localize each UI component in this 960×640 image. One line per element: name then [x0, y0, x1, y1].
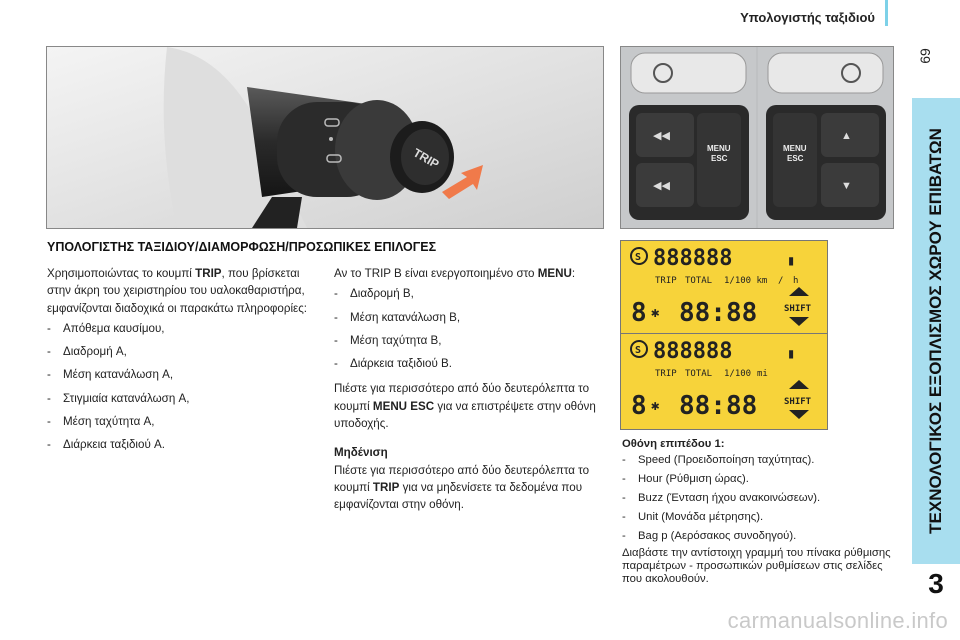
lcd-time: 88:88: [679, 391, 758, 421]
list-item: - Διάρκεια ταξιδιού B.: [334, 355, 606, 372]
chapter-title: ΤΕΧΝΟΛΟΓΙΚΟΣ ΕΞΟΠΛΙΣΜΟΣ ΧΩΡΟΥ ΕΠΙΒΑΤΩΝ: [926, 128, 945, 534]
list-item: - Buzz (Ένταση ήχου ανακοινώσεων).: [622, 490, 897, 506]
lcd-odometer-digits: 888888: [653, 246, 733, 271]
list-item: - Μέση κατανάλωση B,: [334, 309, 606, 326]
lcd-label: 1/100 km: [724, 276, 768, 286]
svg-text:▲: ▲: [841, 130, 852, 142]
wiper-stalk-illustration: [47, 47, 603, 228]
list-item: - Unit (Μονάδα μέτρησης).: [622, 509, 897, 525]
reset-title: Μηδένιση: [334, 446, 388, 460]
dashboard-buttons-photo: [620, 46, 894, 229]
svg-text:ESC: ESC: [787, 154, 804, 163]
dashboard-buttons-illustration: [621, 47, 893, 228]
list-item: - Μέση ταχύτητα A,: [47, 413, 317, 430]
col3-list: [622, 452, 897, 544]
lcd-label: TOTAL: [685, 276, 713, 286]
lcd-label: TRIP: [655, 369, 677, 379]
list-item: - Διαδρομή B,: [334, 285, 606, 302]
fuel-icon: ▮: [787, 253, 796, 269]
list-item: - Διάρκεια ταξιδιού A.: [47, 436, 317, 453]
lcd-left-digit: 8: [631, 391, 647, 421]
fuel-icon: ▮: [787, 346, 796, 362]
chapter-side-tab: [912, 98, 960, 564]
list-item: - Bag p (Αερόσακος συνοδηγού).: [622, 528, 897, 544]
list-item: - Μέση κατανάλωση A,: [47, 366, 317, 383]
col3-title: Οθόνη επιπέδου 1:: [622, 438, 725, 450]
col1-list: [47, 320, 317, 454]
column-3: [622, 436, 897, 589]
svg-text:ESC: ESC: [711, 154, 728, 163]
svg-text:S: S: [635, 345, 642, 356]
lcd-label: TOTAL: [685, 369, 713, 379]
lcd-label: mi: [757, 369, 768, 379]
lcd-label: /: [778, 276, 784, 286]
header-divider: [885, 0, 888, 26]
lcd-label: h: [793, 276, 799, 286]
lcd-odometer-digits: 888888: [653, 339, 733, 364]
watermark: carmanualsonline.info: [727, 608, 948, 633]
header-title: Υπολογιστής ταξιδιού: [740, 10, 875, 25]
col2-intro: Αν το TRIP B είναι ενεργοποιημένο στο MENU:: [334, 267, 576, 280]
menu-esc-label-right: MENU: [783, 144, 807, 153]
lcd-time: 88:88: [679, 298, 758, 328]
page-number: 69: [917, 48, 933, 64]
col1-intro: Χρησιμοποιώντας το κουμπί TRIP, που βρίσκεται στην άκρη του χειριστηρίου του υαλοκαθαριστήρα, εμφανίζονται διαδοχικά οι παρακάτω πληροφορίες:: [47, 267, 308, 315]
list-item: - Speed (Προειδοποίηση ταχύτητας).: [622, 452, 897, 468]
lcd-display-mi: [620, 333, 828, 430]
list-item: - Hour (Ρύθμιση ώρας).: [622, 471, 897, 487]
lcd-left-digit: 8: [631, 298, 647, 328]
wiper-stalk-photo: [46, 46, 604, 229]
menu-esc-label-left: MENU: [707, 144, 731, 153]
lcd-label: 1/100: [724, 369, 752, 379]
col2-menu-esc-note: Πιέστε για περισσότερο από δύο δευτερόλεπτα το κουμπί MENU ESC για να επιστρέψετε στην οθόνη υποδοχής.: [334, 382, 596, 431]
col2-list: [334, 285, 606, 372]
lcd-label: TRIP: [655, 276, 677, 286]
col3-outro: Διαβάστε την αντίστοιχη γραμμή του πίνακα ρύθμισης παραμέτρων - προσωπικών ρυθμίσεων στις σελίδες που ακολουθούν.: [622, 547, 891, 585]
chapter-number: 3: [928, 568, 944, 599]
column-1: [47, 265, 317, 460]
column-2: [334, 265, 606, 517]
lamp-icon: ✱: [651, 398, 660, 414]
list-item: - Μέση ταχύτητα B,: [334, 332, 606, 349]
lcd-shift: SHIFT: [784, 304, 812, 314]
svg-text:S: S: [635, 252, 642, 263]
svg-text:◀◀: ◀◀: [653, 180, 670, 192]
lcd-shift: SHIFT: [784, 397, 812, 407]
list-item: - Διαδρομή A,: [47, 343, 317, 360]
trip-button-label: TRIP: [410, 145, 442, 172]
reset-text: Πιέστε για περισσότερο από δύο δευτερόλεπτα το κουμπί TRIP για να μηδενίσετε τα δεδομένα που εμφανίζονται στην οθόνη.: [334, 463, 590, 512]
svg-text:▼: ▼: [841, 180, 852, 192]
list-item: - Στιγμιαία κατανάλωση A,: [47, 390, 317, 407]
lcd-display-km: [620, 240, 828, 337]
svg-text:◀◀: ◀◀: [653, 130, 670, 142]
list-item: - Απόθεμα καυσίμου,: [47, 320, 317, 337]
section-title: ΥΠΟΛΟΓΙΣΤΗΣ ΤΑΞΙΔΙΟΥ/ΔΙΑΜΟΡΦΩΣΗ/ΠΡΟΣΩΠΙΚΕΣ ΕΠΙΛΟΓΕΣ: [47, 240, 437, 254]
lamp-icon: ✱: [651, 305, 660, 321]
